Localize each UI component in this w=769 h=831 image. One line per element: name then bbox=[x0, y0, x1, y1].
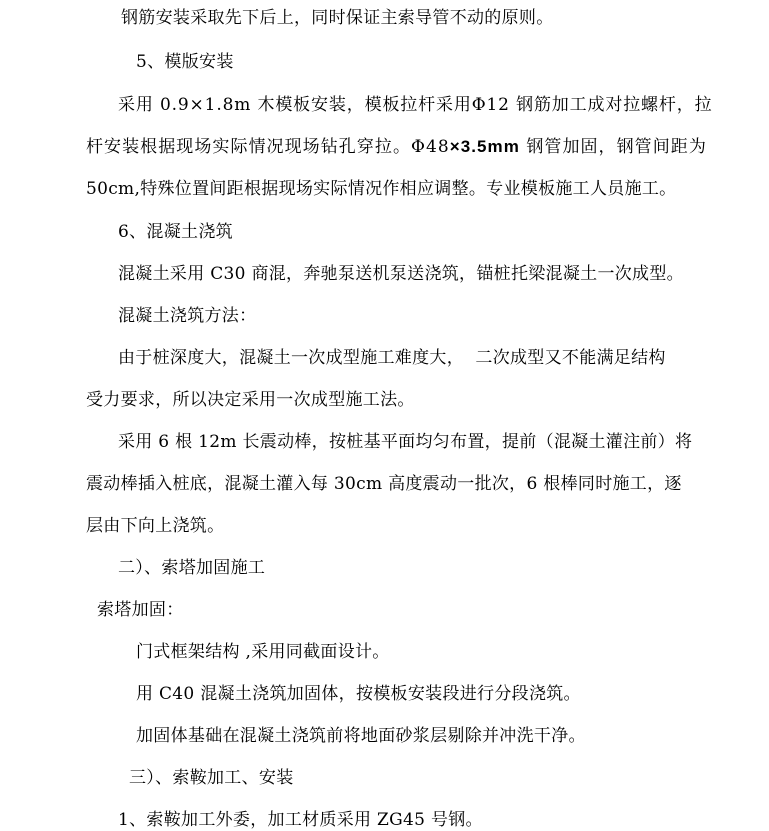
paragraph-line-c40-pouring: 用 C40 混凝土浇筑加固体，按模板安装段进行分段浇筑。 bbox=[136, 684, 581, 704]
formwork-2-text-a: 杆安装根据现场实际情况现场钻孔穿拉。Φ48 bbox=[86, 137, 450, 157]
section-heading-saddle: 三）、索鞍加工、安装 bbox=[129, 768, 294, 788]
paragraph-line-concrete-c30: 混凝土采用 C30 商混，奔驰泵送机泵送浇筑，锚桩托梁混凝土一次成型。 bbox=[118, 264, 684, 284]
formwork-2-pipe-spec: ×3.5mm bbox=[449, 137, 520, 156]
paragraph-line-saddle-outsourcing: 1、索鞍加工外委，加工材质采用 ZG45 号钢。 bbox=[118, 810, 483, 830]
subheading-pouring-method: 混凝土浇筑方法： bbox=[118, 306, 257, 326]
paragraph-line-formwork-1: 采用 0.9×1.8m 木模板安装，模板拉杆采用Φ12 钢筋加工成对拉螺杆，拉 bbox=[118, 95, 713, 115]
paragraph-line-vibrator-3: 层由下向上浇筑。 bbox=[86, 516, 225, 536]
section-heading-concrete-pouring: 6、混凝土浇筑 bbox=[118, 222, 233, 242]
paragraph-line-formwork-3: 50cm,特殊位置间距根据现场实际情况作相应调整。专业模板施工人员施工。 bbox=[86, 179, 677, 199]
formwork-2-text-b: 钢管加固，钢管间距为 bbox=[519, 137, 707, 157]
paragraph-line-method-2: 受力要求，所以决定采用一次成型施工法。 bbox=[86, 390, 415, 410]
paragraph-line-rebar-principle: 钢筋安装采取先下后上，同时保证主索导管不动的原则。 bbox=[121, 8, 554, 28]
paragraph-line-vibrator-1: 采用 6 根 12m 长震动棒，按桩基平面均匀布置，提前（混凝土灌注前）将 bbox=[118, 432, 693, 452]
paragraph-line-method-1: 由于桩深度大，混凝土一次成型施工难度大， 二次成型又不能满足结构 bbox=[118, 348, 666, 368]
paragraph-line-vibrator-2: 震动棒插入桩底，混凝土灌入每 30cm 高度震动一批次，6 根棒同时施工，逐 bbox=[86, 474, 682, 494]
section-heading-tower-reinforcement: 二）、索塔加固施工 bbox=[118, 558, 266, 578]
paragraph-line-portal-frame: 门式框架结构 ,采用同截面设计。 bbox=[136, 642, 390, 662]
section-heading-formwork: 5、模版安装 bbox=[136, 52, 234, 72]
subheading-tower-reinforcement: 索塔加固： bbox=[97, 600, 184, 620]
paragraph-line-formwork-2 bbox=[86, 136, 707, 158]
paragraph-line-foundation-cleaning: 加固体基础在混凝土浇筑前将地面砂浆层剔除并冲洗干净。 bbox=[136, 726, 586, 746]
